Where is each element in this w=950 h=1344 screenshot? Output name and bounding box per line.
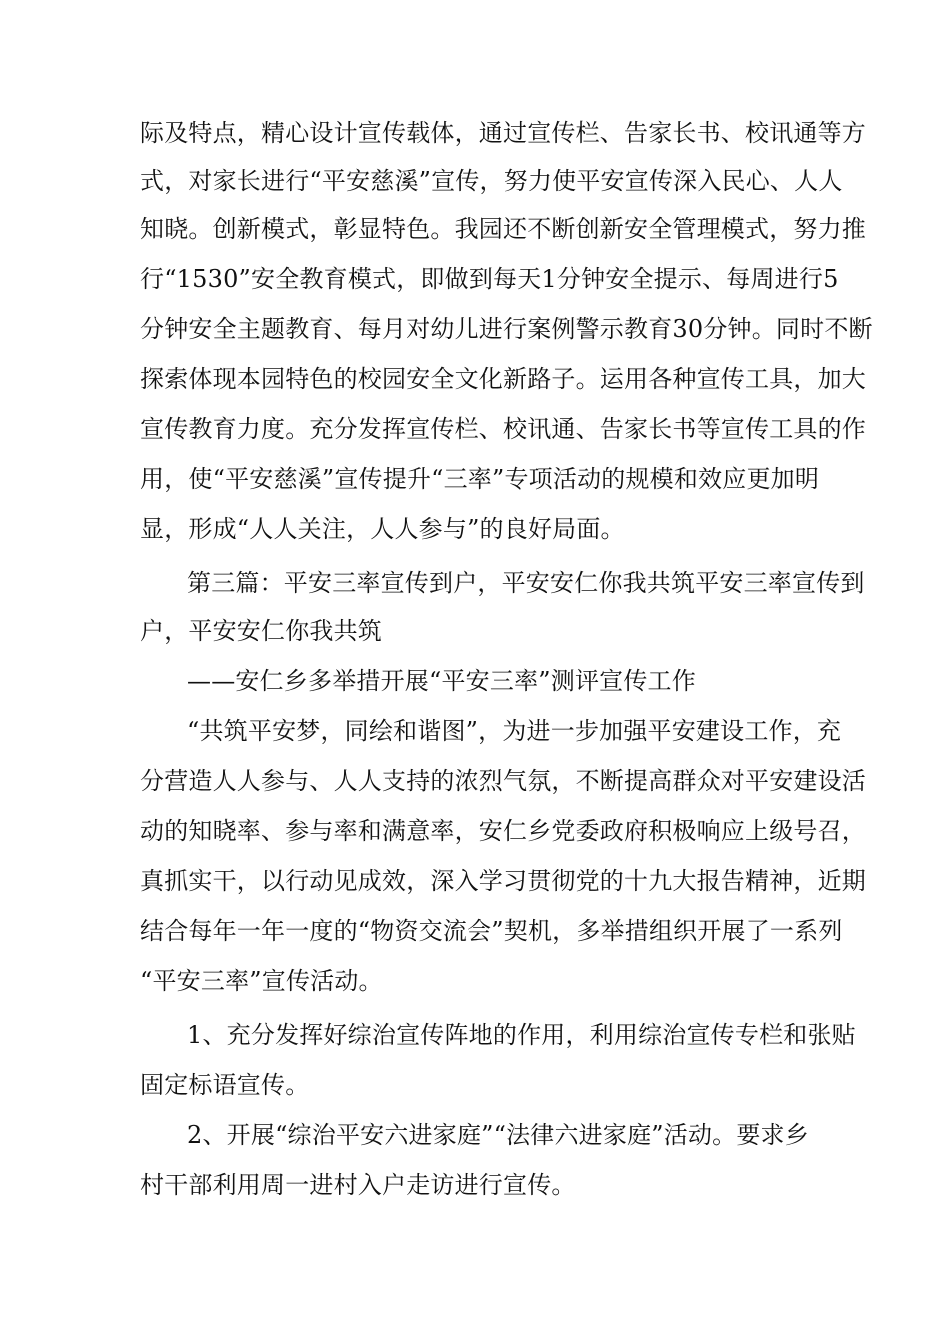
text-line: “共筑平安梦，同绘和谐图”，为进一步加强平安建设工作，充 bbox=[187, 717, 842, 745]
text-line: 动的知晓率、参与率和满意率，安仁乡党委政府积极响应上级号召， bbox=[140, 817, 866, 845]
text-line: 显，形成“人人关注，人人参与”的良好局面。 bbox=[140, 515, 625, 543]
text-line: 探索体现本园特色的校园安全文化新路子。运用各种宣传工具，加大 bbox=[140, 365, 866, 393]
text-line: 式，对家长进行“平安慈溪”宣传，努力使平安宣传深入民心、人人 bbox=[140, 167, 843, 195]
section-heading-continued: 户，平安安仁你我共筑 bbox=[140, 617, 382, 645]
list-item-2: 2、开展“综治平安六进家庭”“法律六进家庭”活动。要求乡 bbox=[187, 1121, 809, 1149]
text-line: 结合每年一年一度的“物资交流会”契机，多举措组织开展了一系列 bbox=[140, 917, 843, 945]
section-heading: 第三篇：平安三率宣传到户，平安安仁你我共筑平安三率宣传到 bbox=[187, 569, 865, 597]
text-line: 真抓实干，以行动见成效，深入学习贯彻党的十九大报告精神，近期 bbox=[140, 867, 866, 895]
text-line: 用，使“平安慈溪”宣传提升“三率”专项活动的规模和效应更加明 bbox=[140, 465, 820, 493]
text-line: 知晓。创新模式，彰显特色。我园还不断创新安全管理模式，努力推 bbox=[140, 215, 866, 243]
text-line: 分营造人人参与、人人支持的浓烈气氛，不断提高群众对平安建设活 bbox=[140, 767, 866, 795]
text-line: 行“1530”安全教育模式，即做到每天1分钟安全提示、每周进行5 bbox=[140, 265, 839, 293]
list-item-1-continued: 固定标语宣传。 bbox=[140, 1071, 310, 1099]
list-item-1: 1、充分发挥好综治宣传阵地的作用，利用综治宣传专栏和张贴 bbox=[187, 1021, 856, 1049]
text-line: 宣传教育力度。充分发挥宣传栏、校讯通、告家长书等宣传工具的作 bbox=[140, 415, 866, 443]
section-subtitle: ——安仁乡多举措开展“平安三率”测评宣传工作 bbox=[187, 667, 696, 695]
list-item-2-continued: 村干部利用周一进村入户走访进行宣传。 bbox=[140, 1171, 576, 1199]
text-line: 际及特点，精心设计宣传载体，通过宣传栏、告家长书、校讯通等方 bbox=[140, 119, 866, 147]
text-line: “平安三率”宣传活动。 bbox=[140, 967, 383, 995]
text-line: 分钟安全主题教育、每月对幼儿进行案例警示教育30分钟。同时不断 bbox=[140, 315, 873, 343]
